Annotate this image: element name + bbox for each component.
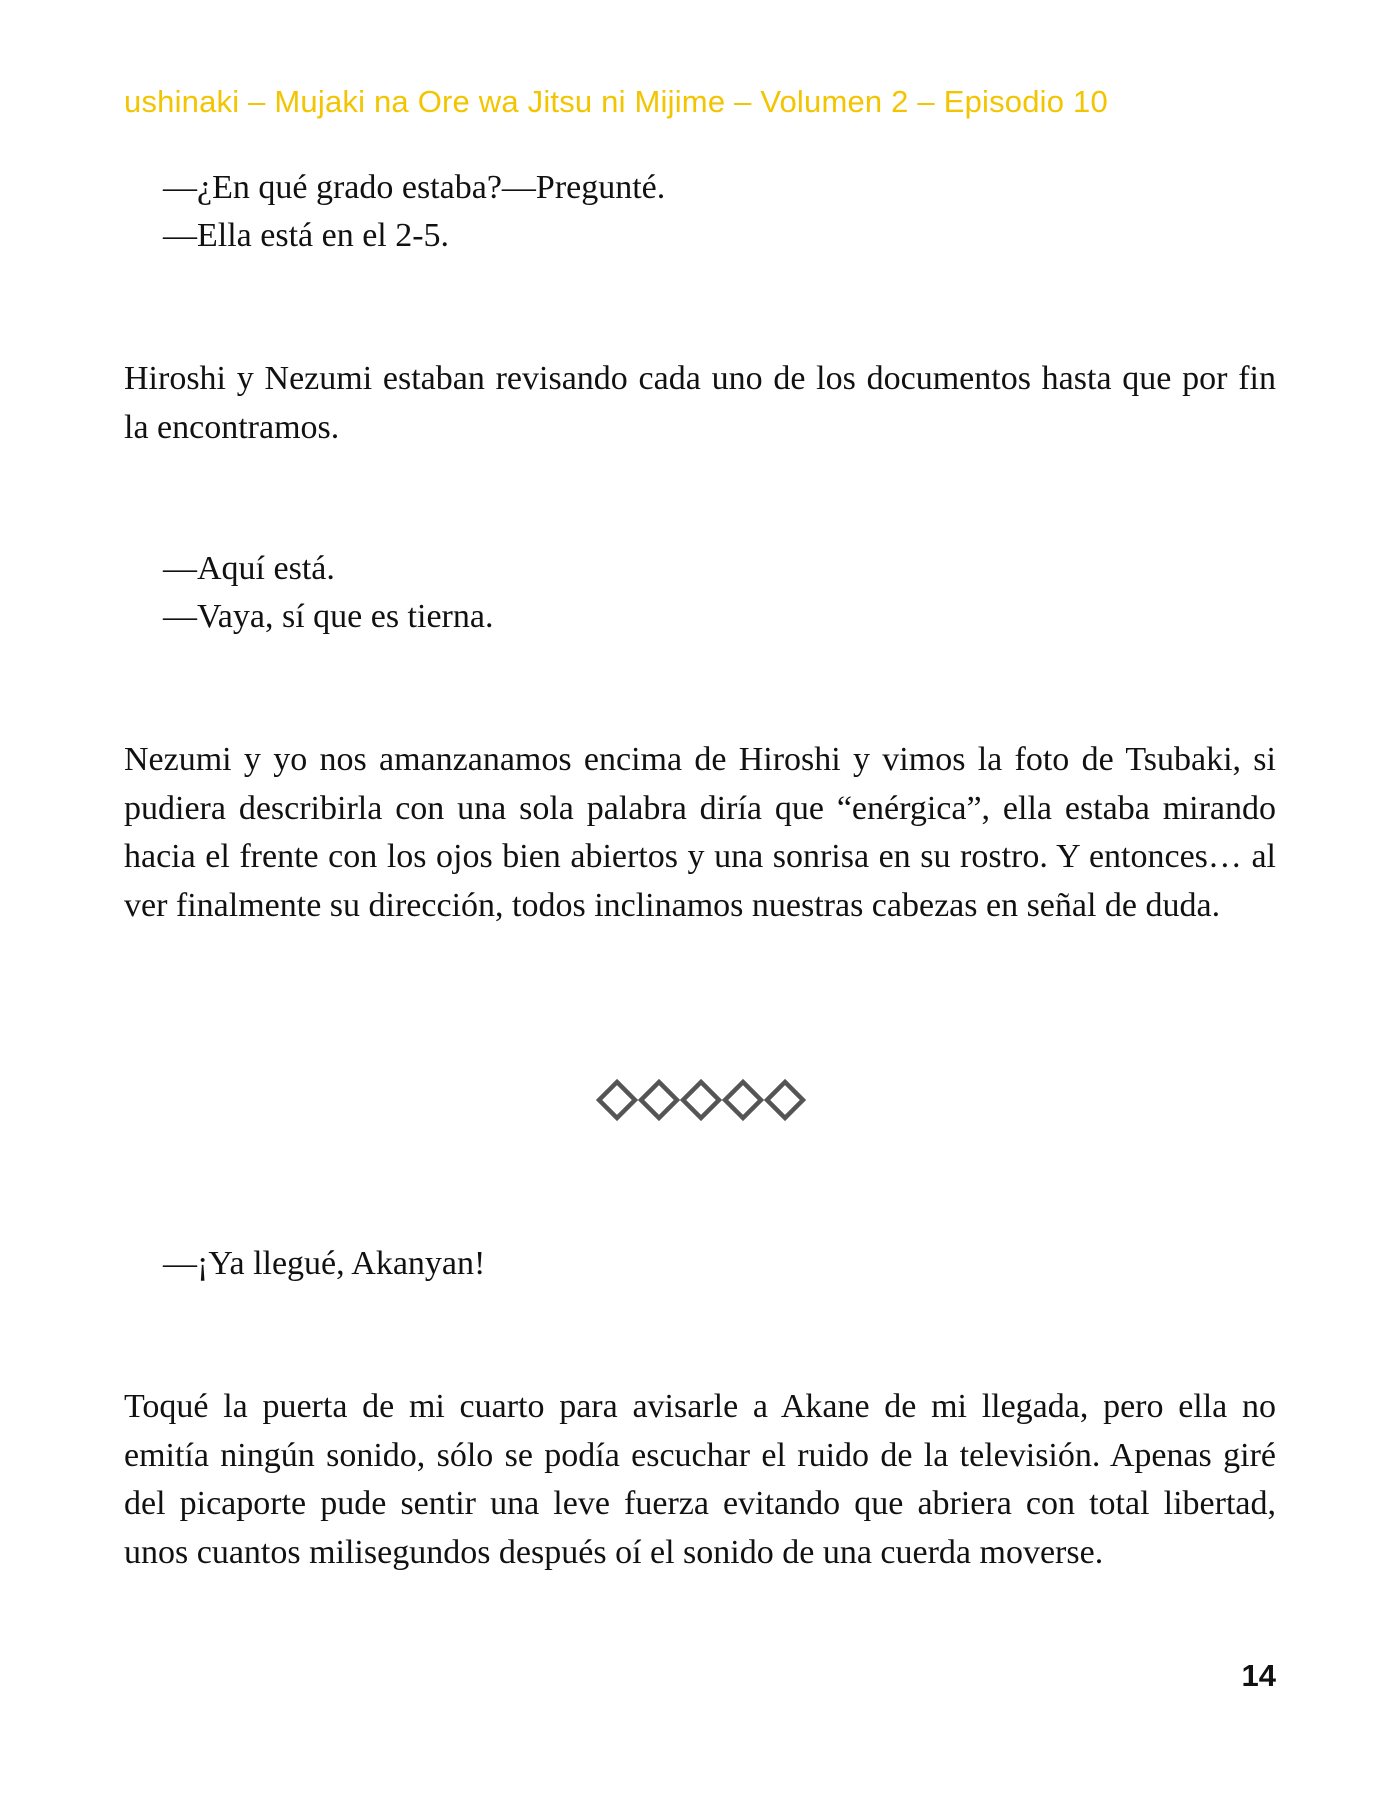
dialog-line: —Ella está en el 2-5.	[163, 217, 450, 254]
body-paragraph: Toqué la puerta de mi cuarto para avisarle a Akane de mi llegada, pero ella no emitía ningún sonido, sólo se podía escuchar el ruido de la televisión. Apenas giré del picaporte pude sentir una leve fuerza evitando que abriera con total libertad, unos cuantos milisegundos después oí el sonido de una cuerda moverse.	[124, 1388, 1276, 1571]
body-paragraph: Hiroshi y Nezumi estaban revisando cada uno de los documentos hasta que por fin la encontramos.	[124, 360, 1276, 446]
page-header-title: ushinaki – Mujaki na Ore wa Jitsu ni Mijime – Volumen 2 – Episodio 10	[124, 84, 1108, 119]
diamond-outline-icon	[767, 1082, 803, 1118]
dialog-line: —¿En qué grado estaba?—Pregunté.	[163, 169, 666, 206]
diamond-outline-icon	[683, 1082, 719, 1118]
dialog-line: —Vaya, sí que es tierna.	[163, 598, 494, 635]
dialog-block	[163, 164, 665, 260]
scene-break-divider	[596, 1077, 806, 1123]
dialog-block	[163, 545, 493, 641]
diamond-outline-icon	[725, 1082, 761, 1118]
diamond-outline-icon	[641, 1082, 677, 1118]
dialog-block	[163, 1240, 485, 1288]
diamond-outline-icon	[599, 1082, 635, 1118]
dialog-line: —Aquí está.	[163, 550, 335, 587]
page-number: 14	[1241, 1658, 1276, 1693]
body-paragraph: Nezumi y yo nos amanzanamos encima de Hiroshi y vimos la foto de Tsubaki, si pudiera describirla con una sola palabra diría que “enérgica”, ella estaba mirando hacia el frente con los ojos bien abiertos y una sonrisa en su rostro. Y entonces… al ver finalmente su dirección, todos inclinamos nuestras cabezas en señal de duda.	[124, 741, 1276, 924]
dialog-line: —¡Ya llegué, Akanyan!	[163, 1245, 486, 1282]
